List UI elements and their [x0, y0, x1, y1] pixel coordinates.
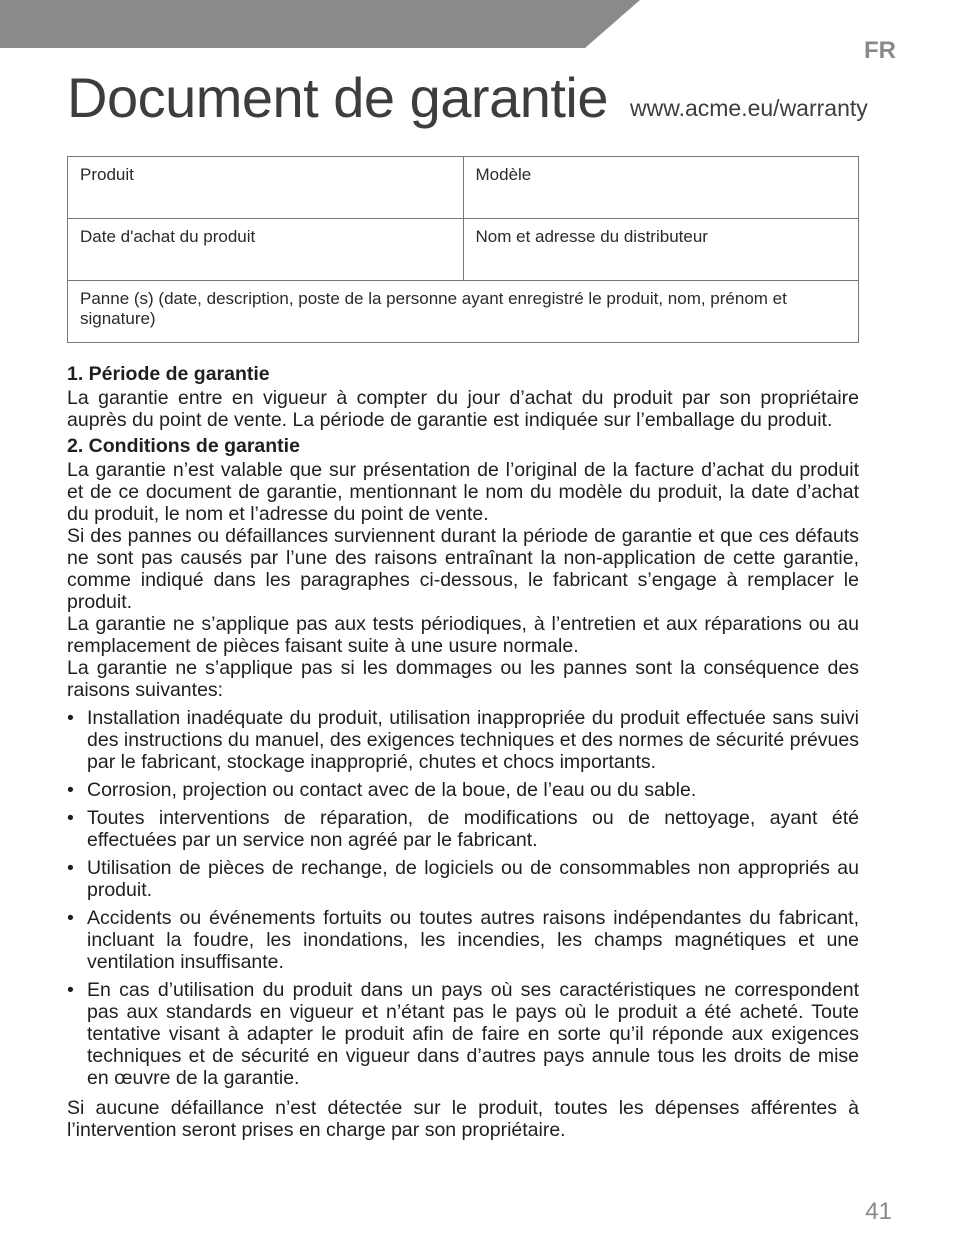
section2-paragraph: La garantie ne s’applique pas aux tests périodiques, à l’entretien et aux réparations ou au remplacement de pièces faisant suite à une usure normale. [67, 613, 859, 657]
model-field[interactable] [463, 157, 859, 219]
list-item [67, 707, 859, 773]
list-item [67, 907, 859, 973]
purchase-date-field[interactable] [68, 219, 464, 281]
title-row [67, 68, 867, 128]
product-label: Produit [80, 165, 134, 184]
section1-heading: 1. Période de garantie [67, 363, 270, 385]
page-number: 41 [865, 1198, 892, 1225]
section2-heading: 2. Conditions de garantie [67, 435, 300, 457]
section2-paragraph: Si des pannes ou défaillances surviennent durant la période de garantie et que ces défauts ne sont pas causés par l’une des raisons entraînant la non-application de cette garantie, comme indiqué dans les paragraphes ci-dessous, le fabricant s’engage à remplacer le produit. [67, 525, 859, 613]
distributor-label: Nom et adresse du distributeur [475, 227, 708, 246]
section2-paragraph: La garantie n’est valable que sur présentation de l’original de la facture d’achat du produit et de ce document de garantie, mentionnant le nom du modèle du produit, la date d’achat du produit, le nom et l’adresse du point de vente. [67, 459, 859, 525]
list-item-text: Toutes interventions de réparation, de modifications ou de nettoyage, ayant été effectuées par un service non agréé par le fabricant. [87, 807, 859, 851]
section1-text: La garantie entre en vigueur à compter du jour d’achat du produit par son propriétaire auprès du point de vente. La période de garantie est indiquée sur l’emballage du produit. [67, 387, 859, 431]
header-tab-decoration [0, 0, 640, 48]
section2-paragraph: La garantie ne s’applique pas si les dommages ou les pannes sont la conséquence des raisons suivantes: [67, 657, 859, 701]
language-label: FR [864, 37, 896, 64]
page-title: Document de garantie [67, 66, 609, 129]
distributor-field[interactable] [463, 219, 859, 281]
bullet-icon: • [67, 907, 74, 929]
bullet-icon: • [67, 807, 74, 829]
product-field[interactable] [68, 157, 464, 219]
failure-field[interactable] [68, 281, 859, 343]
list-item [67, 779, 859, 801]
list-item-text: En cas d’utilisation du produit dans un pays où ses caractéristiques ne correspondent pas aux standards en vigueur et n’étant pas le pays où le produit a été acheté. Toute tentative visant à adapter le produit afin de faire en sorte qu’il réponde aux exigences techniques et de sécurité en vigueur dans d’autres pays annule tous les droits de mise en œuvre de la garantie. [87, 979, 859, 1089]
list-item [67, 979, 859, 1089]
list-item-text: Accidents ou événements fortuits ou toutes autres raisons indépendantes du fabricant, incluant la foudre, les inondations, les incendies, les champs magnétiques et une ventilation insuffisante. [87, 907, 859, 973]
list-item [67, 807, 859, 851]
list-item-text: Installation inadéquate du produit, utilisation inappropriée du produit effectuée sans suivi des instructions du manuel, des exigences techniques et des normes de sécurité prévues par le fabricant, stockage inapproprié, chutes et chocs importants. [87, 707, 859, 773]
bullet-icon: • [67, 707, 74, 729]
closing-paragraph: Si aucune défaillance n’est détectée sur le produit, toutes les dépenses afférentes à l’intervention seront prises en charge par son propriétaire. [67, 1097, 859, 1141]
bullet-icon: • [67, 979, 74, 1001]
bullet-icon: • [67, 779, 74, 801]
model-label: Modèle [475, 165, 532, 184]
warranty-url[interactable]: www.acme.eu/warranty [630, 95, 868, 121]
failure-label: Panne (s) (date, description, poste de la personne ayant enregistré le produit, nom, prénom et signature) [80, 289, 787, 328]
exclusions-list [67, 707, 859, 1089]
bullet-icon: • [67, 857, 74, 879]
warranty-form-table [67, 156, 859, 343]
list-item [67, 857, 859, 901]
list-item-text: Corrosion, projection ou contact avec de la boue, de l’eau ou du sable. [87, 779, 697, 801]
warranty-content [67, 361, 859, 1141]
list-item-text: Utilisation de pièces de rechange, de logiciels ou de consommables non appropriés au produit. [87, 857, 859, 901]
purchase-date-label: Date d'achat du produit [80, 227, 256, 246]
